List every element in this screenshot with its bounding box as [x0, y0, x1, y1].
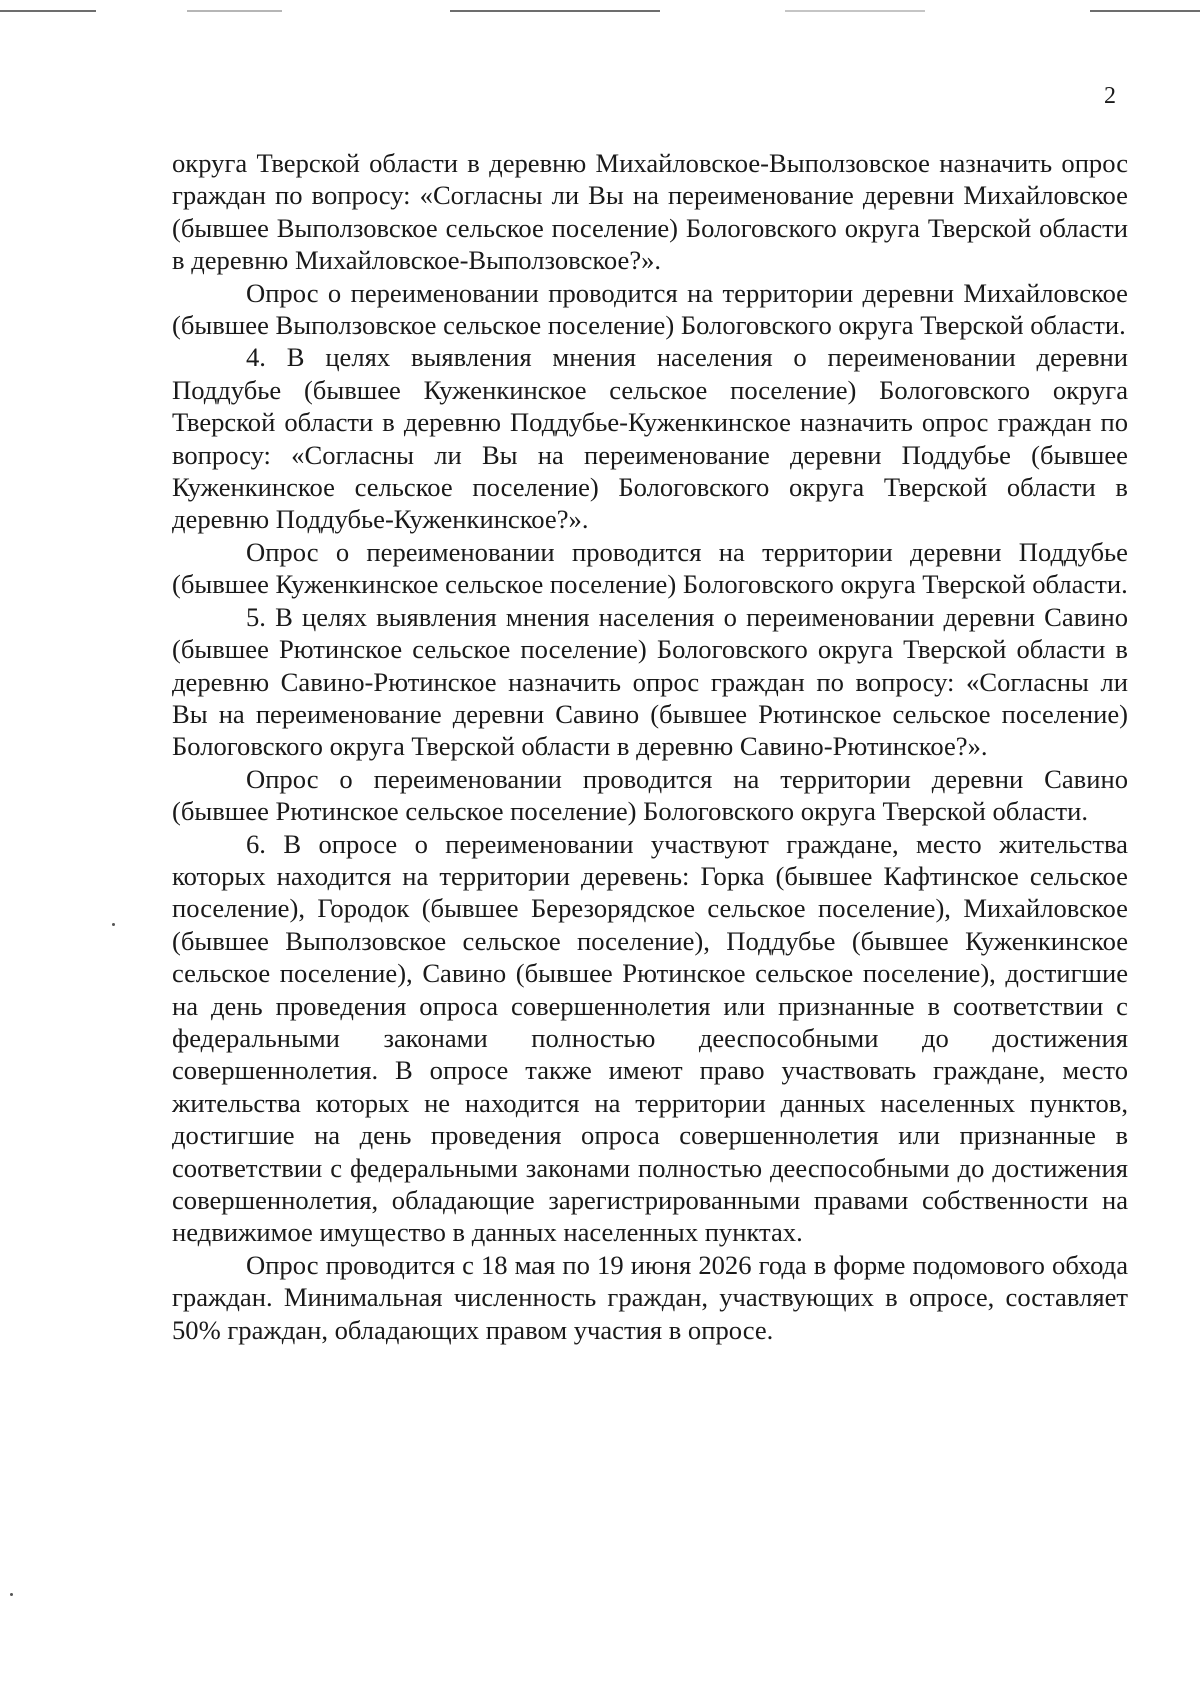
paragraph-survey-dates: Опрос проводится с 18 мая по 19 июня 2026 года в форме подомового обхода граждан. Минимальная численность граждан, участвующих в опросе, составляет 50% граждан, обладающих правом участия в опросе. — [172, 1249, 1128, 1345]
paragraph-item-6: 6. В опросе о переименовании участвуют граждане, место жительства которых находится на территории деревень: Горка (бывшее Кафтинское сельское поселение), Городок (бывшее Березорядское сельское поселение), Михайловское (бывшее Выползовское сельское поселение), Поддубье (бывшее Куженкинское сельское поселение), Савино (бывшее Рютинское сельское поселение), достигшие на день проведения опроса совершеннолетия или признанные в соответствии с федеральными законами полностью дееспособными до достижения совершеннолетия. В опросе также имеют право участвовать граждане, место жительства которых не находится на территории данных населенных пунктов, достигшие на день проведения опроса совершеннолетия или признанные в соответствии с федеральными законами полностью дееспособными до достижения совершеннолетия, обладающие зарегистрированными правами собственности на недвижимое имущество в данных населенных пунктах. — [172, 828, 1128, 1248]
scan-speck — [10, 1593, 13, 1596]
paragraph-survey-location-poddubye: Опрос о переименовании проводится на территории деревни Поддубье (бывшее Куженкинское сельское поселение) Бологовского округа Тверской области. — [172, 536, 1128, 600]
scan-line-artifact — [187, 10, 282, 12]
paragraph-continuation: округа Тверской области в деревню Михайловское-Выползовское назначить опрос граждан по вопросу: «Согласны ли Вы на переименование деревни Михайловское (бывшее Выползовское сельское поселение) Бологовского округа Тверской области в деревню Михайловское-Выползовское?». — [172, 148, 1128, 276]
paragraph-survey-location-savino: Опрос о переименовании проводится на территории деревни Савино (бывшее Рютинское сельское поселение) Бологовского округа Тверской области. — [172, 763, 1128, 827]
paragraph-survey-location-mikhaylovskoe: Опрос о переименовании проводится на территории деревни Михайловское (бывшее Выползовское сельское поселение) Бологовского округа Тверской области. — [172, 277, 1128, 341]
scan-line-artifact — [785, 10, 925, 12]
paragraph-item-4: 4. В целях выявления мнения населения о переименовании деревни Поддубье (бывшее Куженкинское сельское поселение) Бологовского округа Тверской области в деревню Поддубье-Куженкинское назначить опрос граждан по вопросу: «Согласны ли Вы на переименование деревни Поддубье (бывшее Куженкинское сельское поселение) Бологовского округа Тверской области в деревню Поддубье-Куженкинское?». — [172, 342, 1128, 535]
document-body — [172, 147, 1128, 1346]
scan-line-artifact — [450, 10, 660, 12]
scan-line-artifact — [1090, 10, 1200, 12]
paragraph-item-5: 5. В целях выявления мнения населения о переименовании деревни Савино (бывшее Рютинское сельское поселение) Бологовского округа Тверской области в деревню Савино-Рютинское назначить опрос граждан по вопросу: «Согласны ли Вы на переименование деревни Савино (бывшее Рютинское сельское поселение) Бологовского округа Тверской области в деревню Савино-Рютинское?». — [172, 601, 1128, 762]
scan-line-artifact — [0, 10, 96, 12]
scan-speck — [112, 923, 115, 926]
page-number: 2 — [1104, 83, 1116, 109]
